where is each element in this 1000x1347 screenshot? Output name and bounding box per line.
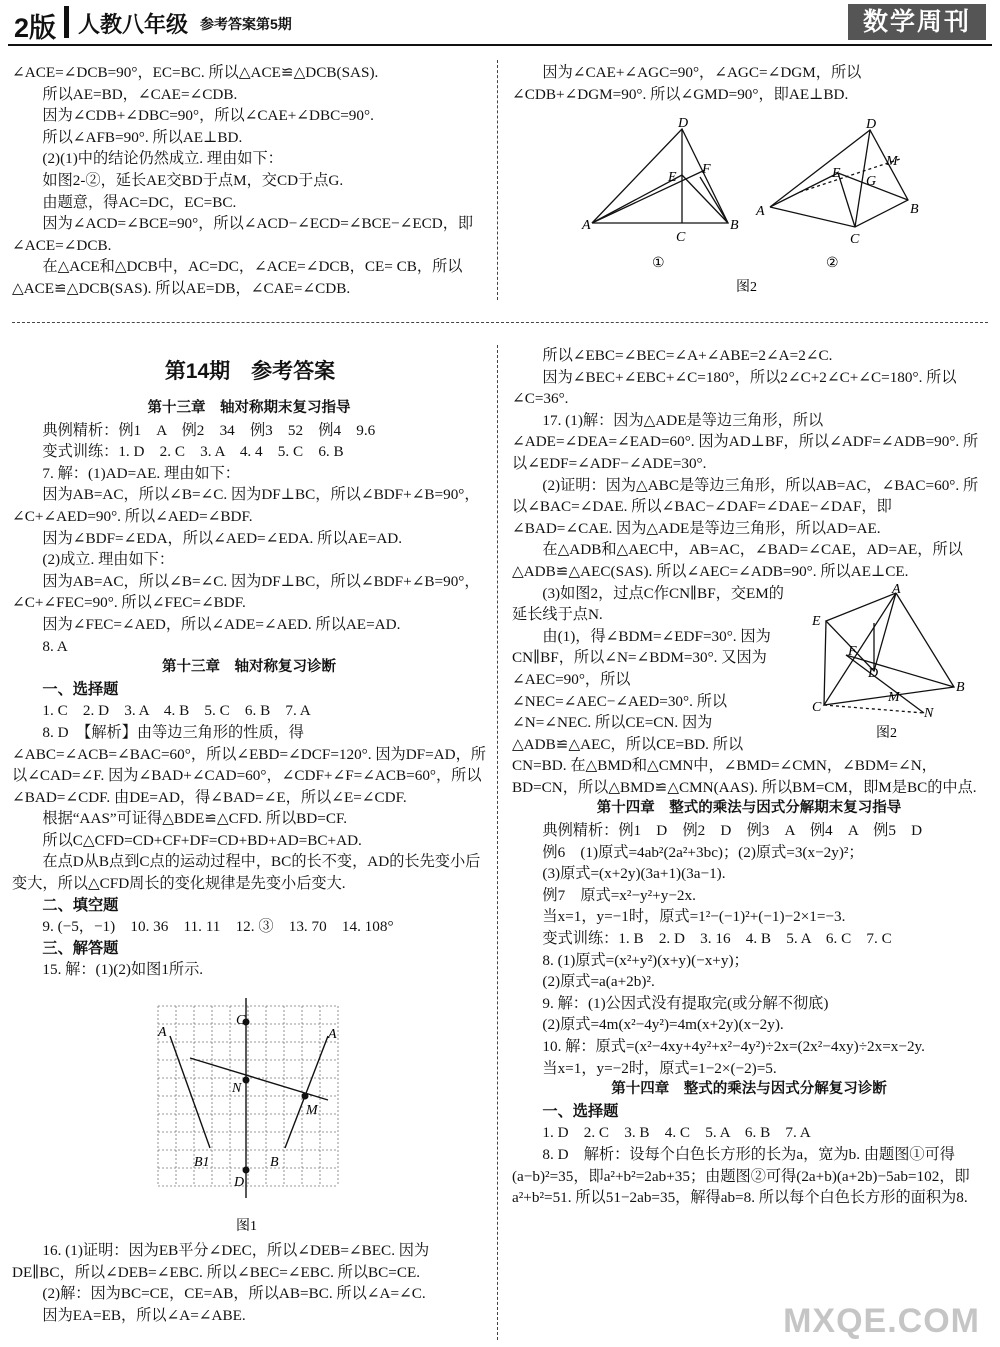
label-D: D — [868, 665, 879, 681]
text-line: 典例精析：例1 D 例2 D 例3 A 例4 A 例5 D — [542, 822, 923, 840]
section-heading: 第十四章 整式的乘法与因式分解期末复习指导 — [596, 800, 902, 817]
subfig-label-1: ① — [652, 256, 665, 271]
label-E2: E — [832, 166, 841, 181]
text-line: 因为∠CAE+∠AGC=90°，∠AGC=∠DGM，所以∠CDB+∠DGM=90°. 所以∠GMD=90°，即AE⊥BD. — [512, 64, 862, 103]
text-line: 8. D 【解析】由等边三角形的性质，得∠ABC=∠ACB=∠BAC=60°，所以∠EBD=∠DCF=120°. 因为DF=AD，所以∠CAD=∠F. 因为∠BAD+∠CAD=60°，∠CDF+∠F=∠ACB=60°，所以∠BAD=∠CDF. 由DE=AD，得∠BAD=∠E，所以∠E=∠CDF. — [12, 723, 486, 806]
text-line: 因为AB=AC，所以∠B=∠C. 因为DF⊥BC，所以∠BDF+∠B=90°，∠C+∠FEC=90°. 所以∠FEC=∠BDF. — [12, 572, 480, 612]
text-line: 1. C 2. D 3. A 4. B 5. C 6. B 7. A — [42, 702, 311, 720]
label-F: F — [848, 643, 857, 659]
label-N: N — [924, 705, 934, 721]
text-line: 例7 原式=x²−y²+y−2x. — [542, 886, 696, 904]
label-B: B — [730, 218, 739, 233]
text-line: 因为∠BEC+∠EBC+∠C=180°，所以2∠C+2∠C+∠C=180°. 所以∠C=36°. — [512, 368, 957, 408]
label-D2: D — [866, 117, 877, 132]
text-line: 9. (−5，−1) 10. 36 11. 11 12. ③ 13. 70 14. 108° — [42, 918, 394, 936]
subsection-heading: 一、选择题 — [42, 680, 119, 698]
figure-2-top — [570, 115, 950, 300]
text-line: 所以∠EBC=∠BEC=∠A+∠ABE=2∠A=2∠C. — [542, 347, 833, 364]
text-line: 当x=1，y=−2时，原式=1−2×(−2)=5. — [542, 1059, 777, 1077]
text-line: 因为AB=AC，所以∠B=∠C. 因为DF⊥BC，所以∠BDF+∠B=90°，∠C+∠AED=90°. 所以∠AED=∠BDF. — [12, 486, 480, 525]
left-column — [12, 398, 486, 981]
figure-caption: 图1 — [236, 1219, 257, 1234]
left-column-bottom — [12, 1240, 486, 1326]
text-line: 在点D从B点到C点的运动过程中，BC的长不变，AD的长先变小后变大，所以△CFD周长的变化规律是先变小后变大. — [12, 853, 481, 893]
text-line: 如图2-②，延长AE交BD于点M，交CD于点G. — [42, 171, 344, 189]
text-line: 8. (1)原式=(x²+y²)(x+y)(−x+y)； — [542, 951, 749, 969]
text-line: 典例精析：例1 A 例2 34 例3 52 例4 9.6 — [42, 421, 376, 439]
text-line: 变式训练：1. B 2. D 3. 16 4. B 5. A 6. C 7. C — [542, 930, 892, 948]
figure-2-wrap — [796, 583, 986, 743]
text-line: 在△ADB和△AEC中，AB=AC，∠BAD=∠CAE，AD=AE，所以△ADB≌△AEC(SAS). 所以∠AEC=∠ADB=90°. 所以AE⊥CE. — [512, 541, 963, 580]
text-line: (3)如图2，过点C作CN∥BF，交EM的延长线于点N. — [512, 584, 784, 624]
text-line: 所以∠AFB=90°. 所以AE⊥BD. — [42, 128, 243, 146]
figure-2-bottom — [796, 583, 986, 743]
text-line: ∠ACE=∠DCB=90°，EC=BC. 所以△ACE≌△DCB(SAS). — [12, 64, 379, 81]
section-divider — [12, 322, 988, 323]
label-C2: C — [850, 232, 860, 247]
subsection-heading: 一、选择题 — [542, 1102, 619, 1120]
label-C: C — [236, 1013, 246, 1028]
text-line: 10. 解：原式=(x²−4xy+4y²+x²−4y²)÷2x=(2x²−4xy)÷2x=x−2y. — [542, 1038, 925, 1055]
text-line: 例6 (1)原式=4ab²(2a²+3bc)；(2)原式=3(x−2y)²； — [542, 843, 864, 861]
label-A2: A — [756, 204, 765, 219]
text-line: (2)解：因为BC=CE，CE=AB，所以AB=BC. 所以∠A=∠C. — [42, 1285, 426, 1303]
label-B: B — [956, 679, 965, 695]
label-B1: B1 — [194, 1155, 210, 1170]
text-line: 所以C△CFD=CD+CF+DF=CD+BD+AD=BC+AD. — [42, 831, 362, 849]
label-M: M — [888, 689, 900, 705]
text-line: 1. D 2. C 3. B 4. C 5. A 6. B 7. A — [542, 1124, 811, 1142]
label-A-prime: A — [328, 1027, 337, 1042]
text-line: 变式训练：1. D 2. C 3. A 4. 4 5. C 6. B — [42, 443, 344, 461]
text-line: 所以AE=BD，∠CAE=∠CDB. — [42, 85, 238, 103]
label-F: F — [702, 162, 711, 177]
figure-caption: 图2 — [736, 280, 757, 295]
text-line: 16. (1)证明：因为EB平分∠DEC，所以∠DEB=∠BEC. 因为DE∥BC，所以∠DEB=∠EBC. 所以∠BEC=∠EBC. 所以BC=CE. — [12, 1242, 430, 1281]
column-divider — [497, 60, 498, 300]
brand-logo: 数学周刊 — [848, 4, 986, 40]
label-E: E — [668, 170, 677, 185]
section-heading: 第十三章 轴对称复习诊断 — [162, 659, 336, 676]
text-line: 当x=1，y=−1时，原式=1²−(−1)²+(−1)−2×1=−3. — [542, 908, 846, 926]
text-line: (2)证明：因为△ABC是等边三角形，所以AB=AC，∠BAC=60°. 所以∠BAC=∠DAE. 所以∠BAC−∠DAF=∠DAE−∠DAF，即∠BAD=∠CAE. 因为△ADE是等边三角形，所以AD=AE. — [512, 476, 979, 537]
text-line: 因为∠CDB+∠DBC=90°，所以∠CAE+∠DBC=90°. — [42, 107, 374, 125]
text-line: (3)原式=(x+2y)(3a+1)(3a−1). — [542, 865, 726, 883]
text-line: 由题意，得AC=DC，EC=BC. — [42, 193, 237, 211]
label-C: C — [676, 230, 686, 245]
text-line: 7. 解：(1)AD=AE. 理由如下： — [42, 464, 240, 482]
label-A: A — [582, 218, 591, 233]
text-line: (2)原式=a(a+2b)². — [542, 973, 655, 991]
section-heading: 第十四章 整式的乘法与因式分解复习诊断 — [611, 1081, 887, 1098]
text-line: 因为EA=EB，所以∠A=∠ABE. — [42, 1306, 246, 1324]
label-A: A — [158, 1025, 167, 1040]
top-right-column — [512, 62, 986, 105]
grade-label: 人教八年级 — [78, 12, 189, 37]
text-line: 8. A — [42, 637, 68, 655]
text-line: 因为∠BDF=∠EDA，所以∠AED=∠EDA. 所以AE=AD. — [42, 529, 403, 547]
label-B: B — [270, 1155, 279, 1170]
label-D: D — [678, 116, 689, 131]
subsection-heading: 三、解答题 — [42, 939, 119, 957]
text-line: (2)成立. 理由如下： — [42, 551, 175, 569]
text-line: 15. 解：(1)(2)如图1所示. — [42, 961, 204, 979]
figure-caption: 图2 — [876, 725, 897, 741]
label-D: D — [234, 1175, 245, 1190]
label-M: M — [886, 154, 898, 169]
page-header — [0, 0, 1000, 46]
header-rule — [8, 44, 992, 46]
text-line: 在△ACE和△DCB中，AC=DC，∠ACE=∠DCB，CE= CB，所以△ACE≌△DCB(SAS). 所以AE=DB，∠CAE=∠CDB. — [12, 258, 463, 297]
column-divider — [497, 345, 498, 1340]
figure-1-grid — [150, 998, 350, 1238]
text-line: (2)(1)中的结论仍然成立. 理由如下： — [42, 150, 283, 168]
subsection-heading: 二、填空题 — [42, 896, 119, 914]
text-line: 17. (1)解：因为△ADE是等边三角形，所以∠ADE=∠DEA=∠EAD=60°. 因为AD⊥BF，所以∠ADF=∠ADB=90°. 所以∠EDF=∠ADF−∠ADE=30°. — [512, 411, 979, 472]
issue-label: 参考答案第5期 — [200, 16, 292, 32]
text-line: 由(1)，得∠BDM=∠EDF=30°. 因为CN∥BF，所以∠N=∠BDM=30°. 又因为∠AEC=90°，所以∠NEC=∠AEC−∠AED=30°. 所以∠N=∠NEC. 所以CE=CN. 因为△ADB≌△AEC，所以CE=BD. 所以CN=BD. 在△BMD和△CMN中，∠BMD=∠CMN，∠BDM=∠N，BD=CN，所以△BMD≌△CMN(AAS). 所以BM=CM，即M是BC的中点. — [512, 627, 977, 796]
right-column — [512, 345, 986, 1209]
label-C: C — [812, 699, 822, 715]
label-E: E — [812, 613, 821, 629]
text-line: 因为∠FEC=∠AED，所以∠ADE=∠AED. 所以AE=AD. — [42, 615, 401, 633]
header-divider — [64, 6, 69, 38]
watermark: MXQE.COM — [783, 1302, 980, 1340]
label-N: N — [232, 1081, 242, 1096]
text-line: (2)原式=4m(x²−4y²)=4m(x+2y)(x−2y). — [542, 1016, 784, 1034]
top-left-column — [12, 62, 486, 300]
label-G: G — [866, 174, 877, 189]
text-line: 9. 解：(1)公因式没有提取完(或分解不彻底) — [542, 994, 829, 1012]
text-line: 根据“AAS”可证得△BDE≌△CFD. 所以BD=CF. — [42, 810, 347, 828]
issue-title: 第14期 参考答案 — [164, 360, 336, 383]
label-M: M — [306, 1103, 318, 1118]
text-line: 8. D 解析：设每个白色长方形的长为a，宽为b. 由题图①可得(a−b)²=35，即a²+b²=2ab+35；由题图②可得(2a+b)(a+2b)−5ab=102，即a²+b²=51. 所以51−2ab=35，解得ab=8. 所以每个白色长方形的面积为8. — [512, 1145, 970, 1207]
edition-label: 2版 — [14, 13, 57, 43]
section-heading: 第十三章 轴对称期末复习指导 — [147, 400, 351, 416]
label-B2: B — [910, 202, 919, 217]
label-A: A — [892, 582, 901, 597]
subfig-label-2: ② — [826, 256, 839, 271]
text-line: 因为∠ACD=∠BCE=90°，所以∠ACD−∠ECD=∠BCE−∠ECD，即∠ACE=∠DCB. — [12, 215, 474, 254]
